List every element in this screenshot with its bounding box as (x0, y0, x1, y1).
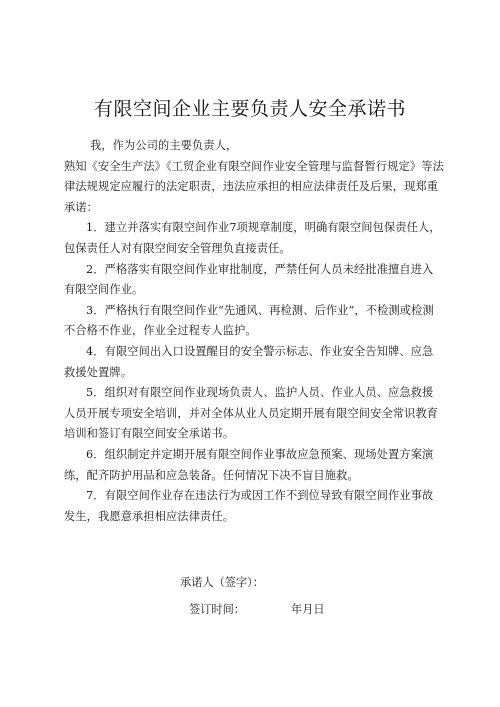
commitment-item-4: 4．有限空间出入口设置醒目的安全警示标志、作业安全告知牌、应急救援处置牌。 (64, 344, 434, 379)
intro-paragraph: 熟知《安全生产法》《工贸企业有限空间作业安全管理与监督暂行规定》等法律法规规定应履行的法定职责，违法应承担的相应法律责任及后果，现郑重承诺： (64, 159, 444, 214)
commitment-item-2: 2．严格落实有限空间作业审批制度，严禁任何人员未经批准擅自进入有限空间作业。 (64, 262, 434, 297)
intro-line-1: 我，作为公司的主要负责人， (90, 139, 238, 152)
commitment-item-1: 1．建立并落实有限空间作业7项规章制度，明确有限空间包保责任人，包保责任人对有限空间安全管理负直接责任。 (64, 221, 441, 255)
commitment-item-6: 6．组织制定并定期开展有限空间作业事故应急预案、现场处置方案演练，配齐防护用品和应急装备。任何情况下决不盲目施救。 (64, 447, 434, 482)
commitment-item-5: 5．组织对有限空间作业现场负责人、监护人员、作业人员、应急救援人员开展专项安全培训，并对全体从业人员定期开展有限空间安全常识教育培训和签订有限空间安全承诺书。 (64, 386, 439, 441)
document-body (64, 136, 444, 527)
document-title: 有限空间企业主要负责人安全承诺书 (93, 98, 406, 120)
commitment-item-7: 7．有限空间作业存在违法行为或因工作不到位导致有限空间作业事故发生，我愿意承担相应法律责任。 (64, 489, 434, 523)
commitment-item-3: 3．严格执行有限空间作业“先通风、再检测、后作业”，不检测或检测不合格不作业，作业全过程专人监护。 (64, 303, 434, 338)
date-label: 签订时间： (189, 603, 245, 616)
signer-label: 承诺人（签字）： (180, 576, 264, 589)
date-value: 年月日 (291, 603, 325, 616)
